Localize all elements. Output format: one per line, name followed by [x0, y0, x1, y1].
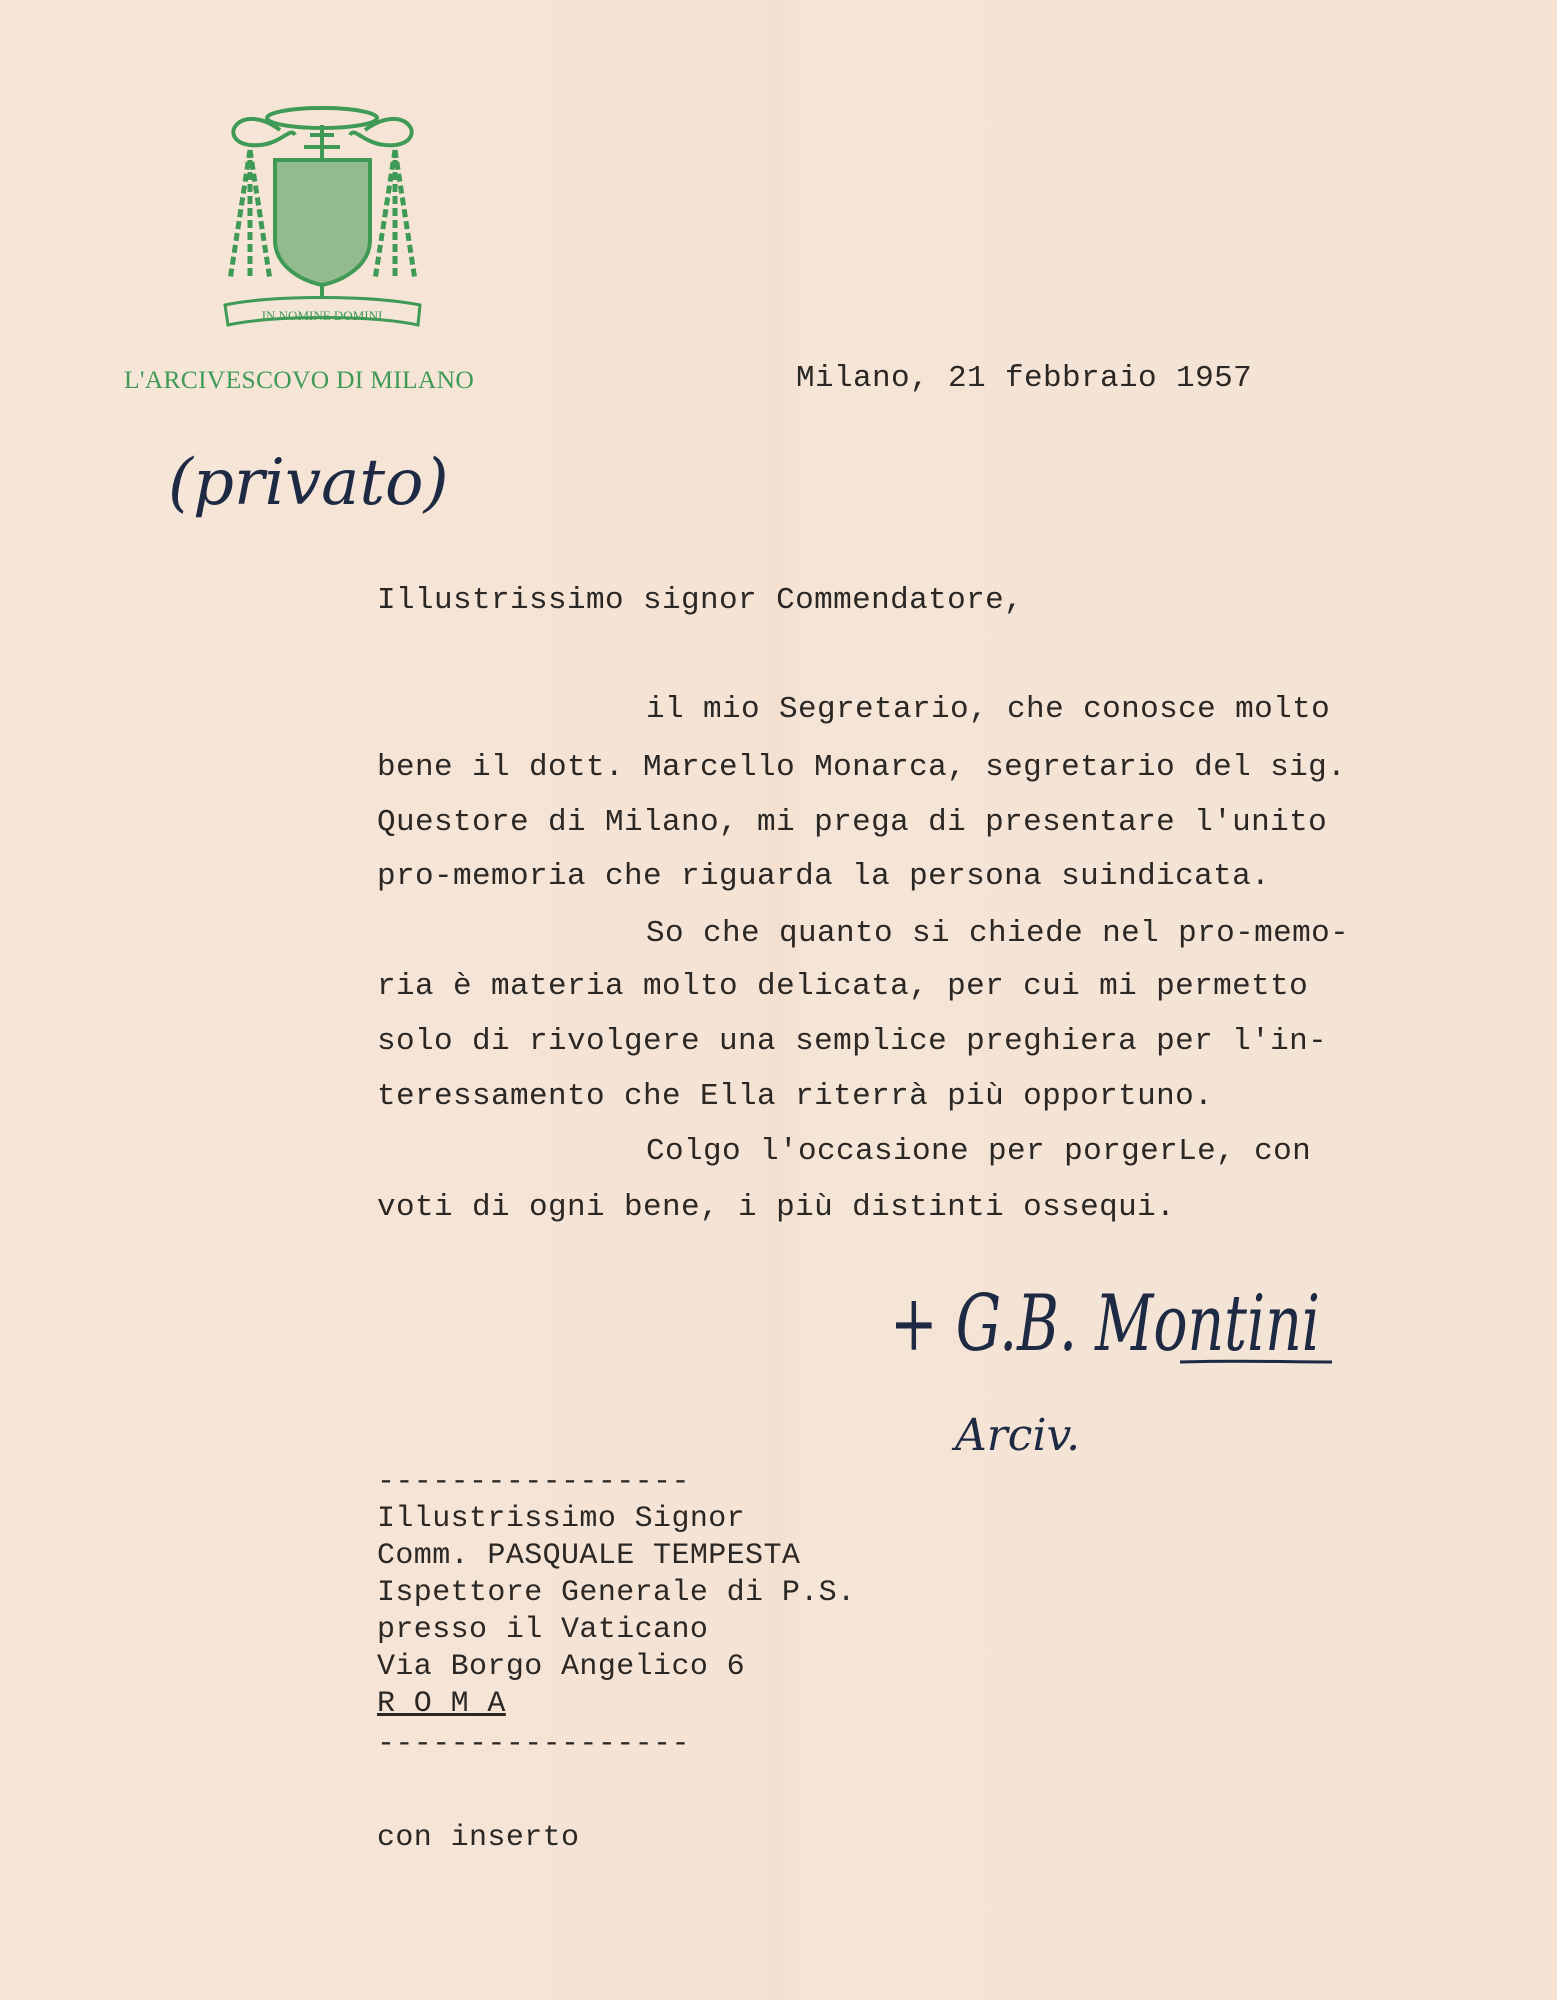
body-line: ria è materia molto delicata, per cui mi permetto [377, 969, 1309, 1004]
address-line: Via Borgo Angelico 6 [377, 1650, 746, 1684]
address-rule-top: ----------------- [377, 1465, 690, 1499]
address-line: Comm. PASQUALE TEMPESTA [377, 1539, 801, 1573]
signature [880, 1270, 1340, 1470]
body-line: Questore di Milano, mi prega di presentare l'unito [377, 805, 1328, 840]
handwritten-annotation: (privato) [168, 446, 449, 520]
body-line: il mio Segretario, che conosce molto [646, 692, 1331, 727]
motto-text: IN NOMINE DOMINI [261, 308, 383, 323]
address-rule-bottom: ----------------- [377, 1727, 690, 1761]
signature-text: + G.B. Montini [890, 1279, 1320, 1369]
enclosure-note: con inserto [377, 1821, 580, 1855]
address-line: Ispettore Generale di P.S. [377, 1576, 856, 1610]
body-line: pro-memoria che riguarda la persona suindicata. [377, 859, 1271, 894]
address-city: R O M A [377, 1687, 506, 1721]
letter-date: Milano, 21 febbraio 1957 [796, 361, 1253, 396]
address-line: Illustrissimo Signor [377, 1502, 746, 1536]
salutation: Illustrissimo signor Commendatore, [377, 583, 1024, 618]
coat-of-arms-logo [220, 100, 425, 350]
body-line: So che quanto si chiede nel pro-memo- [646, 916, 1350, 951]
letterhead-title: L'ARCIVESCOVO DI MILANO [124, 365, 475, 394]
body-line: voti di ogni bene, i più distinti ossequi. [377, 1190, 1176, 1225]
body-line: bene il dott. Marcello Monarca, segretario del sig. [377, 750, 1347, 785]
address-line: presso il Vaticano [377, 1613, 709, 1647]
body-line: Colgo l'occasione per porgerLe, con [646, 1134, 1312, 1169]
signature-subtitle: Arciv. [955, 1410, 1081, 1461]
body-line: teressamento che Ella riterrà più opportuno. [377, 1079, 1214, 1114]
body-line: solo di rivolgere una semplice preghiera per l'in- [377, 1024, 1328, 1059]
